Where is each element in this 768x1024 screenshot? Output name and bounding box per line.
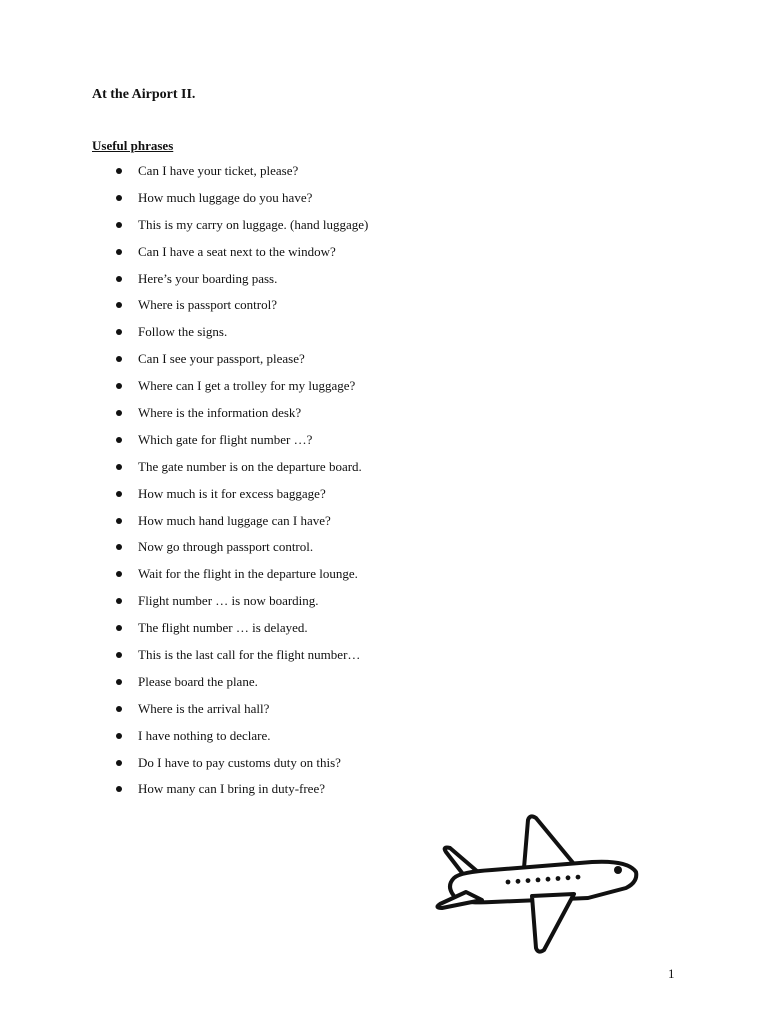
page-title: At the Airport II. xyxy=(92,87,196,102)
phrase-item xyxy=(116,377,616,404)
phrase-text: This is the last call for the flight number… xyxy=(138,647,361,663)
phrase-item xyxy=(116,162,616,189)
phrase-text: Do I have to pay customs duty on this? xyxy=(138,754,341,770)
phrase-item xyxy=(116,592,616,619)
phrase-text: The gate number is on the departure board. xyxy=(138,458,362,474)
phrase-text: How much is it for excess baggage? xyxy=(138,485,326,501)
phrase-text: How many can I bring in duty-free? xyxy=(138,781,325,797)
phrase-item xyxy=(116,565,616,592)
page-number: 1 xyxy=(668,966,675,981)
airplane-icon xyxy=(432,812,644,958)
bullet-icon xyxy=(116,518,122,524)
phrase-item xyxy=(116,673,616,700)
bullet-icon xyxy=(116,195,122,201)
phrase-text: Where is passport control? xyxy=(138,297,277,313)
phrase-item xyxy=(116,512,616,539)
phrase-item xyxy=(116,485,616,512)
phrase-item xyxy=(116,646,616,673)
phrase-text: Which gate for flight number …? xyxy=(138,431,313,447)
bullet-icon xyxy=(116,760,122,766)
phrase-item xyxy=(116,323,616,350)
bullet-icon xyxy=(116,329,122,335)
phrase-item xyxy=(116,189,616,216)
phrase-item xyxy=(116,431,616,458)
phrase-text: Flight number … is now boarding. xyxy=(138,593,319,609)
phrase-text: How much hand luggage can I have? xyxy=(138,512,331,528)
phrase-text: Here’s your boarding pass. xyxy=(138,270,278,286)
bullet-icon xyxy=(116,410,122,416)
phrase-text: Can I have your ticket, please? xyxy=(138,163,299,178)
bullet-icon xyxy=(116,464,122,470)
bullet-icon xyxy=(116,383,122,389)
bullet-icon xyxy=(116,625,122,631)
phrase-text: Wait for the flight in the departure lounge. xyxy=(138,566,358,582)
bullet-icon xyxy=(116,222,122,228)
phrase-item xyxy=(116,700,616,727)
phrase-item xyxy=(116,296,616,323)
bullet-icon xyxy=(116,276,122,282)
phrase-item xyxy=(116,216,616,243)
bullet-icon xyxy=(116,733,122,739)
phrase-item xyxy=(116,754,616,781)
phrase-item xyxy=(116,270,616,297)
phrase-text: Follow the signs. xyxy=(138,324,228,340)
section-heading: Useful phrases xyxy=(92,138,174,153)
phrase-text: Where is the arrival hall? xyxy=(138,700,270,716)
phrase-item xyxy=(116,458,616,485)
phrase-text: Can I have a seat next to the window? xyxy=(138,243,336,259)
bullet-icon xyxy=(116,356,122,362)
phrase-text: Now go through passport control. xyxy=(138,539,314,555)
phrase-text: I have nothing to declare. xyxy=(138,727,271,743)
bullet-icon xyxy=(116,706,122,712)
phrase-item xyxy=(116,538,616,565)
bullet-icon xyxy=(116,168,122,174)
phrase-item xyxy=(116,619,616,646)
phrase-text: The flight number … is delayed. xyxy=(138,620,308,636)
phrase-text: How much luggage do you have? xyxy=(138,189,313,205)
phrase-text: This is my carry on luggage. (hand luggage) xyxy=(138,216,369,232)
phrase-item xyxy=(116,404,616,431)
bullet-icon xyxy=(116,437,122,443)
phrase-text: Where can I get a trolley for my luggage? xyxy=(138,378,356,394)
phrase-list xyxy=(116,162,616,807)
bullet-icon xyxy=(116,786,122,792)
phrase-item xyxy=(116,243,616,270)
bullet-icon xyxy=(116,302,122,308)
phrase-text: Please board the plane. xyxy=(138,673,258,689)
phrase-text: Can I see your passport, please? xyxy=(138,351,305,367)
bullet-icon xyxy=(116,491,122,497)
phrase-item xyxy=(116,780,616,807)
phrase-text: Where is the information desk? xyxy=(138,405,302,421)
bullet-icon xyxy=(116,652,122,658)
bullet-icon xyxy=(116,249,122,255)
bullet-icon xyxy=(116,679,122,685)
bullet-icon xyxy=(116,544,122,550)
bullet-icon xyxy=(116,571,122,577)
phrase-item xyxy=(116,350,616,377)
phrase-item xyxy=(116,727,616,754)
bullet-icon xyxy=(116,598,122,604)
